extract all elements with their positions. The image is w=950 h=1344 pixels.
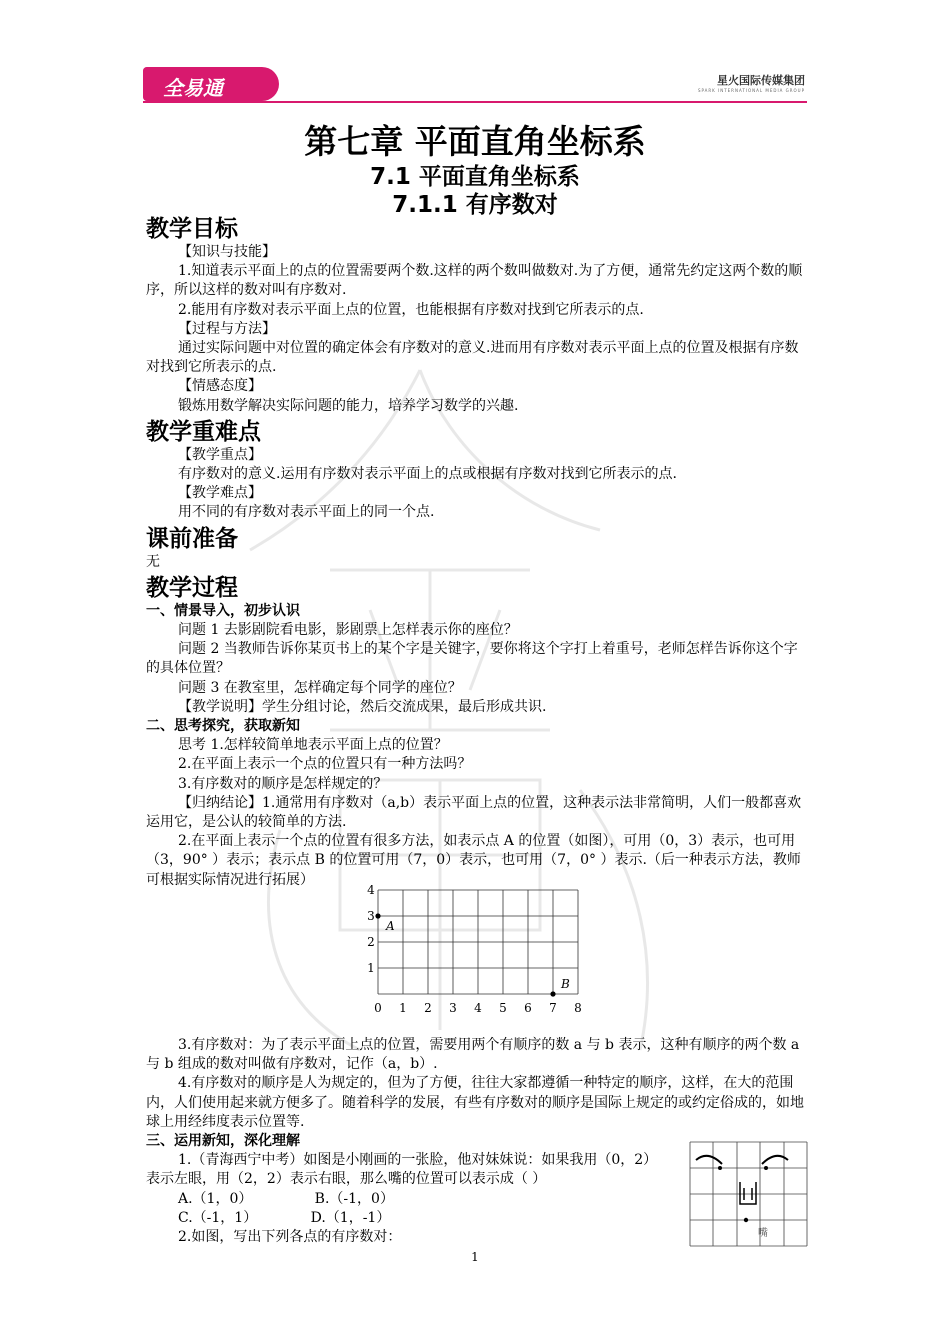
key-tag: 【教学重点】 (178, 446, 262, 463)
point-a-label: A (386, 919, 395, 933)
section-title: 7.1 平面直角坐标系 (370, 164, 580, 190)
step-1-heading: 一、情景导入，初步认识 (146, 602, 300, 619)
x-tick-4: 4 (474, 1001, 482, 1015)
x-tick-2: 2 (424, 1001, 432, 1015)
face-grid-figure (686, 1138, 811, 1250)
right-eye (764, 1166, 768, 1170)
key-text: 有序数对的意义.运用有序数对表示平面上的点或根据有序数对找到它所表示的点. (178, 466, 677, 483)
x-tick-3: 3 (449, 1001, 457, 1015)
process-text: 通过实际问题中对位置的确定体会有序数对的意义.进而用有序数对表示平面上点的位置及根据有序数对找到它所表示的点. (146, 340, 799, 376)
emotion-text: 锻炼用数学解决实际问题的能力，培养学习数学的兴趣. (178, 397, 519, 414)
conclusion-1: 【归纳结论】1.通常用有序数对（a,b）表示平面上点的位置，这种表示法非常简明，人们一般都喜欢运用它，是公认的较简单的方法. (146, 794, 802, 831)
point-b-label: B (561, 977, 570, 991)
knowledge-1: 1.知道表示平面上的点的位置需要两个数.这样的两个数叫做数对.为了方便，通常先约定这两个数的顺序，所以这样的数对叫有序数对. (146, 263, 803, 299)
coordinate-grid-figure (364, 884, 594, 1020)
hard-text: 用不同的有序数对表示平面上的同一个点. (178, 504, 435, 521)
conclusion-2: 2.在平面上表示一个点的位置有很多方法，如表示点 A 的位置（如图），可用（0，3）表示，也可用（3，90° ）表示；表示点 B 的位置可用（7，0）表示，也可用（7，0° ）表示.（后一种表示方法，教师可根据实际情况进行拓展） (146, 833, 801, 888)
chapter-title: 第七章 平面直角坐标系 (304, 122, 646, 161)
point-b-dot (550, 991, 555, 996)
brand-logo (143, 67, 279, 101)
prep-heading: 课前准备 (146, 525, 238, 552)
publisher-name-en: SPARK INTERNATIONAL MEDIA GROUP (697, 88, 805, 93)
y-tick-1: 1 (367, 961, 375, 975)
subsection-title: 7.1.1 有序数对 (392, 192, 558, 218)
left-eye (718, 1166, 722, 1170)
hard-tag: 【教学难点】 (178, 485, 262, 502)
point-a-dot (375, 913, 380, 918)
options-ab: A.（1，0） B.（-1，0） (178, 1190, 394, 1207)
publisher-name: 星火国际传媒集团 (717, 74, 805, 87)
x-tick-7: 7 (549, 1001, 557, 1015)
x-tick-0: 0 (374, 1001, 382, 1015)
x-tick-6: 6 (524, 1001, 532, 1015)
question-1: 问题 1 去影剧院看电影，影剧票上怎样表示你的座位？ (178, 622, 518, 639)
y-tick-4: 4 (367, 884, 375, 897)
y-tick-2: 2 (367, 935, 375, 949)
think-2: 2.在平面上表示一个点的位置只有一种方法吗？ (178, 756, 472, 773)
nose (740, 1182, 756, 1204)
emotion-tag: 【情感态度】 (178, 378, 262, 395)
think-1: 思考 1.怎样较简单地表示平面上点的位置？ (178, 737, 448, 754)
x-tick-5: 5 (499, 1001, 507, 1015)
knowledge-tag: 【知识与技能】 (178, 244, 276, 260)
publisher-block (698, 72, 805, 93)
step-2-heading: 二、思考探究，获取新知 (146, 718, 300, 735)
header-divider (143, 101, 807, 103)
question-2: 问题 2 当教师告诉你某页书上的某个字是关键字，要你将这个字打上着重号，老师怎样告诉你这个字的具体位置？ (146, 641, 798, 677)
x-tick-8: 8 (574, 1001, 582, 1015)
process-heading: 教学过程 (146, 574, 238, 601)
process-tag: 【过程与方法】 (178, 320, 276, 337)
x-tick-1: 1 (399, 1001, 407, 1015)
brand-logo-text: 全易通 (163, 76, 223, 100)
mouth-dot (744, 1218, 748, 1222)
conclusion-3: 3.有序数对：为了表示平面上点的位置，需要用两个有顺序的数 a 与 b 表示，这种有顺序的两个数 a 与 b 组成的数对叫做有序数对，记作（a，b）. (146, 1036, 800, 1073)
goals-heading: 教学目标 (146, 216, 238, 242)
page-number: 1 (471, 1250, 479, 1264)
think-3: 3.有序数对的顺序是怎样规定的？ (178, 775, 388, 792)
exercise-2: 2.如图，写出下列各点的有序数对： (178, 1228, 402, 1245)
teaching-note: 【教学说明】学生分组讨论，然后交流成果，最后形成共识. (178, 698, 547, 715)
mouth-label: 嘴 (758, 1228, 768, 1239)
left-eyebrow (696, 1156, 722, 1164)
y-tick-3: 3 (367, 909, 375, 923)
lesson-body (146, 213, 806, 1247)
step-3-heading: 三、运用新知，深化理解 (146, 1132, 300, 1149)
prep-text: 无 (146, 553, 160, 570)
conclusion-4: 4.有序数对的顺序是人为规定的，但为了方便，往往大家都遵循一种特定的顺序，这样，在大的范围内，人们使用起来就方便多了。随着科学的发展，有些有序数对的顺序是国际上规定的或约定俗成的，如地球上用经纬度表示位置等. (146, 1075, 804, 1130)
exercise-1: 1.（青海西宁中考）如图是小刚画的一张脸，他对妹妹说：如果我用（0，2）表示左眼，用（2，2）表示右眼，那么嘴的位置可以表示成（ ） (146, 1152, 658, 1188)
options-cd: C.（-1，1） D.（1，-1） (178, 1209, 391, 1226)
knowledge-2: 2.能用有序数对表示平面上点的位置，也能根据有序数对找到它所表示的点. (178, 301, 644, 318)
keypoints-heading: 教学重难点 (146, 418, 261, 445)
question-3: 问题 3 在教室里，怎样确定每个同学的座位？ (178, 679, 462, 696)
